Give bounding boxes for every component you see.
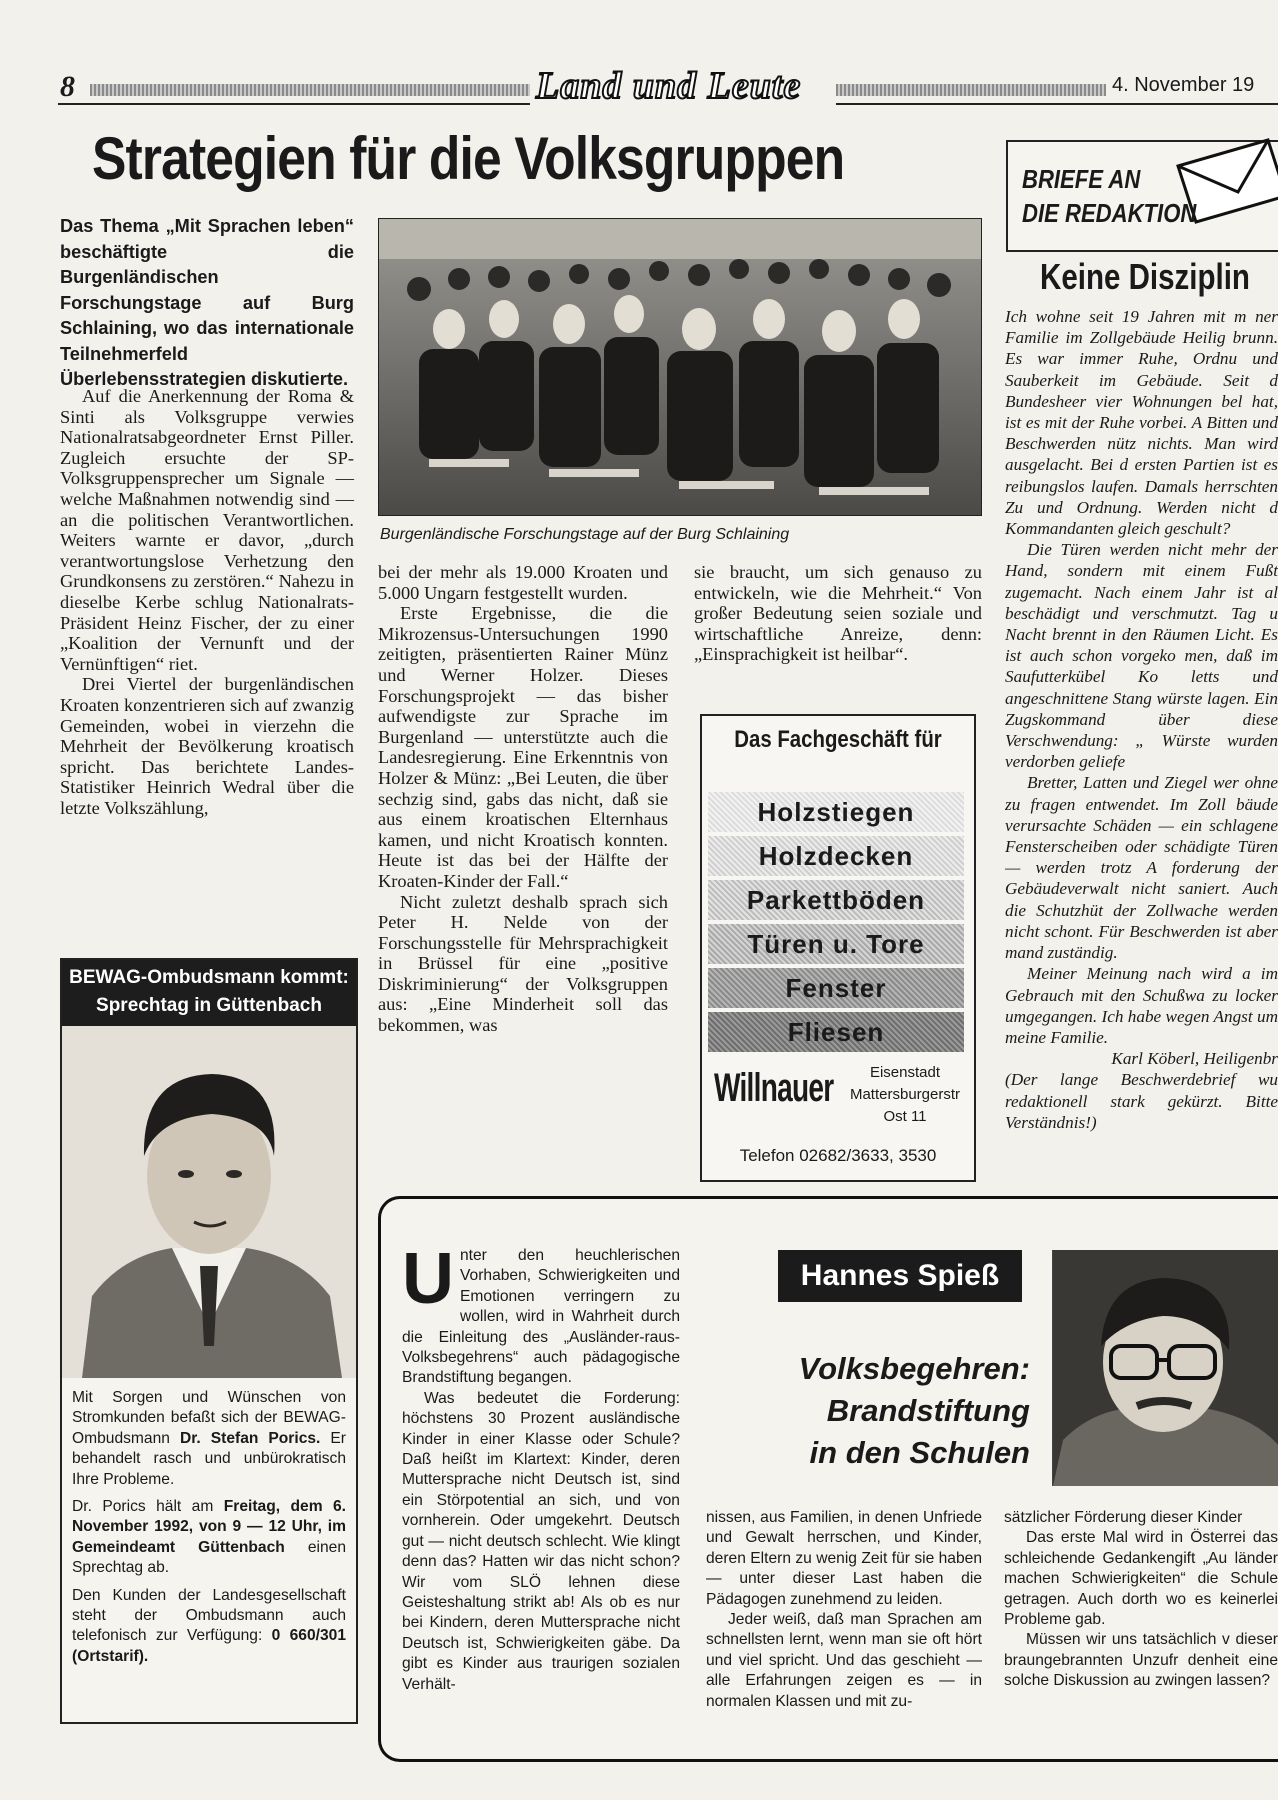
ad-brand-logo: Willnauer	[714, 1066, 834, 1110]
sprechtag-date: Freitag, dem 6. November 1992, von 9 — 12 Uhr, im Gemeindeamt Güttenbach	[72, 1498, 346, 1556]
bewag-text-span: Er behandelt rasch und unbürokratisch Ihre Probleme.	[72, 1429, 346, 1488]
ad-address	[842, 1062, 968, 1128]
commentary-paragraph: Das erste Mal wird in Österrei das schleichende Gedankengift „Au länder machen Schwierigkeiten“ die Schule getragen. Auch dorth wo es keinerlei Probleme gab.	[1004, 1529, 1278, 1629]
header-line-left	[58, 103, 530, 105]
bewag-text-span: Den Kunden der Landesgesellschaft steht der Ombudsmann auch telefonisch zur Verfügung:	[72, 1586, 346, 1645]
commentary-paragraph: Müssen wir uns tatsächlich v dieser braungebrannten Unzufr denheit eine solche Diskussion au zwingen lassen?	[1004, 1631, 1278, 1690]
col1-paragraph: Auf die Anerkennung der Roma & Sinti als Volksgruppe verwies Nationalratsabgeordneter Ernst Piller. Zugleich ersuchte der SP-Volksgruppensprecher um Signale — welche Maßnahmen notwendig sind — an die politischen Verantwortlichen. Weiters warnte er davor, „durch verantwortungslose Verhetzung den Grundkonsens zu zerstören.“ Nahezu in dieselbe Kerbe schlug Nationalrats-Präsident Heinz Fischer, der zu einer „Koalition der Vernunft und der Vernünftigen“ riet.	[60, 386, 354, 674]
letter-paragraph: Bretter, Latten und Ziegel wer ohne zu fragen entwendet. Im Zoll bäude verursachte Schäden — ein schlagene Fensterscheiben oder schädigte Türen — werden trotz A forderung der Gebäudeverwalt nicht saniert. Auch die Schutzhüt der Zollwache werden nicht schont. Für Beschwerden ist aber mand zuständig.	[1005, 773, 1278, 963]
col1-paragraph: Drei Viertel der burgenländischen Kroaten konzentrieren sich auf zwanzig Gemeinden, wobei in vierzehn die Mehrheit der Bevölkerung kroatisch spricht. Das berichtete Landes-Statistiker Heinrich Wedral über die letzte Volkszählung,	[60, 674, 354, 818]
article-column-2	[378, 562, 668, 1036]
commentary-title-line: Volksbegehren:	[798, 1351, 1030, 1386]
ad-item: Parkettböden	[708, 880, 964, 920]
bewag-title-line: Sprechtag in Güttenbach	[96, 995, 322, 1016]
ad-item: Türen u. Tore	[708, 924, 964, 964]
col2-paragraph: Nicht zuletzt deshalb sprach sich Peter H. Nelde von der Forschungsstelle für Mehrsprachigkeit in Brüssel für eine „positive Diskriminierung“ der Volksgruppen aus: „Eine Minderheit soll das bekommen, was	[378, 891, 668, 1036]
commentary-column-2	[706, 1508, 982, 1712]
col2-paragraph: Erste Ergebnisse, die die Mikrozensus-Untersuchungen 1990 zeitigten, präsentierten Rainer Münz und Werner Holzer. Dieses Forschungsprojekt — das bisher aufwendigste zur Sprache im Burgenland — unterstützte auch die Landesregierung. Eine Erkenntnis von Holzer & Münz: „Bei Leuten, die über sechzig sind, gabs das nicht, daß sie aus einem kroatischen Elternhaus kamen, und nicht Kroatisch konnten. Heute ist das bei der Hälfte der Kroaten-Kinder der Fall.“	[378, 603, 668, 891]
bewag-paragraph	[72, 1497, 346, 1579]
commentary-author: Hannes Spieß	[778, 1250, 1022, 1302]
commentary-paragraph: Was bedeutet die Forderung: höchstens 30 Prozent ausländische Kinder in einer Klasse oder Schule? Daß heißt im Klartext: Kinder, deren Muttersprache nicht Deutsch ist, sind ein Störpotential an sich, und von vornherein. Oder umgekehrt. Deutsch gut — nicht deutsch schlecht. Wie klingt denn das? Hatten wir das nicht schon? Wir vom SLÖ lehnen diese Geisteshaltung strikt ab! Als ob es nur bei Kindern, deren Muttersprache nicht Deutsch ist, Schwierigkeiten gäbe. Da gibt es Kinder aus traurigen sozialen Verhält-	[402, 1389, 680, 1693]
letters-banner	[1006, 140, 1278, 252]
ad-city: Eisenstadt	[869, 1064, 941, 1081]
col2-paragraph: bei der mehr als 19.000 Kroaten und 5.000 Ungarn festgestellt wurden.	[378, 562, 668, 603]
bewag-title	[62, 960, 356, 1026]
commentary-paragraph: nissen, aus Familien, in denen Unfriede und Gewalt herrschen, und Kinder, deren Eltern zu wenig Zeit für sie haben — unter dieser Last haben die Pädagogen zunehmend zu leiden.	[706, 1509, 982, 1608]
ad-item: Fenster	[708, 968, 964, 1008]
ad-item: Holzstiegen	[708, 792, 964, 832]
article-headline: Strategien für die Volksgruppen	[92, 125, 845, 192]
ombudsman-portrait-art	[62, 1026, 356, 1378]
letter-paragraph: Ich wohne seit 19 Jahren mit m ner Familie im Zollgebäude Heilig brunn. Es war immer Ruhe, Ordnu und Sauberkeit im Gebäude. Seit d Bundesheer vier Wohnungen bel hat, ist es mit der Ruhe vorbei. A Bitten und Beschwerden nütz nichts. Man wird ausgelacht. Bei d ersten Partien ist es reibungslos laufen. Damals herrschten Zu und Ordnung. Werden nicht d Kommandanten gleich geschult?	[1005, 307, 1278, 539]
letters-banner-line: BRIEFE AN	[1022, 164, 1141, 194]
ad-number: Ost 11	[883, 1108, 927, 1125]
bewag-notice-box	[60, 958, 358, 1724]
letter-paragraph: Meiner Meinung nach wird a im Gebrauch mit den Schußwa zu locker umgegangen. Ich habe wegen Angst um meine Familie.	[1005, 964, 1278, 1047]
audience-photo	[378, 218, 982, 516]
letter-editor-note: (Der lange Beschwerdebrief wu redaktionell stark gekürzt. Bitte Verständnis!)	[1005, 1070, 1278, 1132]
commentary-paragraph: nter den heuchlerischen Vorhaben, Schwierigkeiten und Emotionen verringern zu wollen, wird in Wahrheit durch die Einleitung des „Ausländer-raus-Volksbegehrens“ auch pädagogische Brandstiftung begangen.	[402, 1247, 680, 1387]
bewag-text-span: einen Sprechtag ab.	[72, 1538, 346, 1577]
commentary-column-1	[402, 1239, 680, 1695]
bewag-title-line: BEWAG-Ombudsmann kommt:	[69, 967, 349, 988]
header-rule-left	[90, 84, 530, 96]
audience-photo-art	[379, 219, 981, 515]
letter-body	[1005, 306, 1278, 1196]
letter-paragraph: Die Türen werden nicht mehr der Hand, sondern mit einem Fußt zugemacht. Nach einem Jahr ist al beschädigt und verschmutzt. Tag u Nacht brennt in den Räumen Licht. Es ist auch schon vorgeko men, daß im Saufutterkübel Ko letts und angeschnittene Stang würste lagen. Ein Zugskommand über diese Verschwendung: „ Würste wurden verdorben geliefe	[1005, 540, 1278, 772]
bewag-paragraph	[72, 1388, 346, 1490]
article-lead: Das Thema „Mit Sprachen leben“ beschäftigte die Burgenländischen Forschungstage auf Burg Schlaining, wo das internationale Teilnehmerfeld Überlebensstrategien diskutierte.	[60, 216, 354, 389]
author-portrait-art	[1053, 1250, 1278, 1486]
section-masthead: Land und Leute	[536, 65, 802, 107]
commentary-paragraph: Jeder weiß, daß man Sprachen am schnellsten lernt, wenn man sie oft hört und viel spricht. Und das geschieht — alle Erfahrungen zeigen es — in normalen Klassen und mit zu-	[706, 1611, 982, 1710]
bewag-text-span: Mit Sorgen und Wünschen von Stromkunden befaßt sich der BEWAG-Ombudsmann	[72, 1389, 346, 1447]
commentary-column-3	[1004, 1508, 1278, 1692]
drop-cap: U	[402, 1239, 454, 1319]
issue-date: 4. November 19	[1112, 74, 1255, 96]
article-column-1	[60, 386, 354, 818]
ad-item: Fliesen	[708, 1012, 964, 1052]
bewag-paragraph	[72, 1586, 346, 1668]
letter-title: Keine Disziplin	[1040, 256, 1250, 297]
ombudsman-phone: 0 660/301 (Ortstarif).	[72, 1627, 346, 1665]
header-line-right	[836, 103, 1278, 105]
ad-item: Holzdecken	[708, 836, 964, 876]
advertisement-willnauer	[700, 714, 976, 1182]
ad-street: Mattersburgerstr	[849, 1086, 961, 1103]
author-portrait	[1052, 1250, 1278, 1486]
letter-signature: Karl Köberl, Heiligenbr	[1111, 1049, 1278, 1069]
letters-banner-title	[1022, 162, 1196, 230]
commentary-paragraph: sätzlicher Förderung dieser Kinder	[1004, 1509, 1243, 1526]
photo-caption: Burgenländische Forschungstage auf der Burg Schlaining	[380, 526, 790, 543]
letters-banner-line: DIE REDAKTION	[1022, 198, 1197, 228]
commentary-title	[700, 1348, 1030, 1474]
ad-title: Das Fachgeschäft für	[734, 726, 942, 753]
ad-phone: Telefon 02682/3633, 3530	[739, 1146, 937, 1165]
ombudsman-portrait	[62, 1026, 356, 1378]
bewag-text-span: Dr. Porics hält am	[72, 1498, 224, 1516]
header-rule-right	[836, 84, 1106, 96]
article-column-3: sie braucht, um sich genauso zu entwickeln, wie die Mehrheit.“ Von großer Bedeutung seien soziale und wirtschaftliche Anreize, denn: „Einsprachigkeit ist heilbar“.	[694, 562, 982, 665]
bewag-text	[62, 1378, 356, 1667]
commentary-title-line: Brandstiftung	[826, 1393, 1030, 1428]
ombudsman-name: Dr. Stefan Porics.	[179, 1429, 321, 1447]
commentary-title-line: in den Schulen	[809, 1435, 1030, 1470]
page-number: 8	[60, 70, 75, 103]
